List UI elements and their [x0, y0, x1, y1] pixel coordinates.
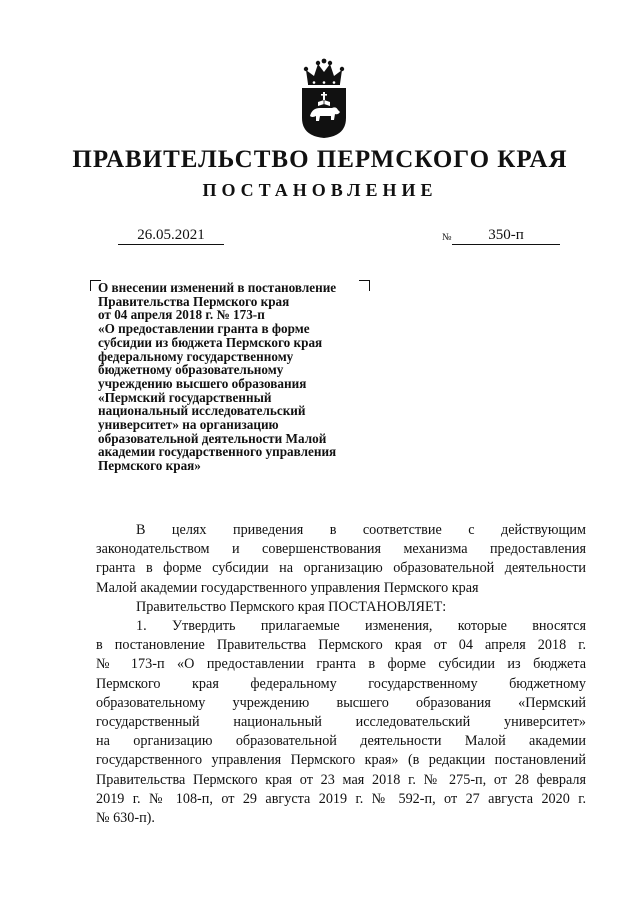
body-line: гранта в форме субсидии на организацию образовательной деятельности	[96, 560, 586, 577]
body-line: № 173-п «О предоставлении гранта в форме субсидии из бюджета	[96, 656, 586, 673]
document-body	[96, 521, 586, 828]
subject-line: «О предоставлении гранта в форме	[98, 321, 310, 337]
subject-line: федеральному государственному	[98, 348, 294, 364]
subject-line: университет» на организацию	[98, 417, 279, 433]
body-line: Пермского края федеральному государственному бюджетному	[96, 675, 586, 692]
body-line: государственного управления Пермского края» (в редакции постановлений	[96, 752, 586, 769]
body-line: Малой академии государственного управления Пермского края	[96, 579, 479, 596]
subject-line: О внесении изменений в постановление	[98, 280, 337, 295]
document-number: 350-п	[452, 226, 560, 245]
body-line: Правительства Пермского края от 23 мая 2018 г. № 275-п, от 28 февраля	[96, 771, 586, 788]
government-title: ПРАВИТЕЛЬСТВО ПЕРМСКОГО КРАЯ	[72, 146, 568, 173]
body-line: законодательством и совершенствования механизма предоставления	[96, 541, 586, 558]
subject-line: образовательной деятельности Малой	[98, 430, 327, 446]
subject-line: субсидии из бюджета Пермского края	[98, 334, 323, 350]
subject-line: «Пермский государственный	[98, 389, 272, 405]
body-line: в постановление Правительства Пермского края от 04 апреля 2018 г.	[96, 637, 586, 654]
body-line: В целях приведения в соответствие с действующим	[136, 522, 586, 538]
body-line: государственный национальный исследовательский университет»	[96, 714, 586, 731]
body-line: № 630-п).	[96, 810, 155, 827]
subject-line: от 04 апреля 2018 г. № 173-п	[98, 307, 265, 323]
subject-line: учреждению высшего образования	[98, 375, 307, 391]
number-label: №	[442, 232, 452, 243]
coat-of-arms-icon	[298, 58, 350, 140]
body-line: на организацию образовательной деятельности Малой академии	[96, 733, 586, 750]
document-type: ПОСТАНОВЛЕНИЕ	[202, 180, 438, 200]
document-subject	[98, 281, 383, 473]
resolution-line: Правительство Пермского края ПОСТАНОВЛЯЕТ:	[136, 598, 447, 615]
subject-line: Правительства Пермского края	[98, 293, 290, 309]
body-line: образовательному учреждению высшего образования «Пермский	[96, 694, 586, 711]
subject-line: академии государственного управления	[98, 444, 337, 460]
subject-line: национальный исследовательский	[98, 403, 306, 419]
body-line: 2019 г. № 108-п, от 29 августа 2019 г. № 592-п, от 27 августа 2020 г.	[96, 790, 586, 807]
subject-line: бюджетному образовательному	[98, 362, 284, 378]
document-date: 26.05.2021	[118, 226, 224, 245]
subject-line: Пермского края»	[98, 458, 201, 474]
body-line: 1. Утвердить прилагаемые изменения, которые вносятся	[136, 618, 586, 635]
